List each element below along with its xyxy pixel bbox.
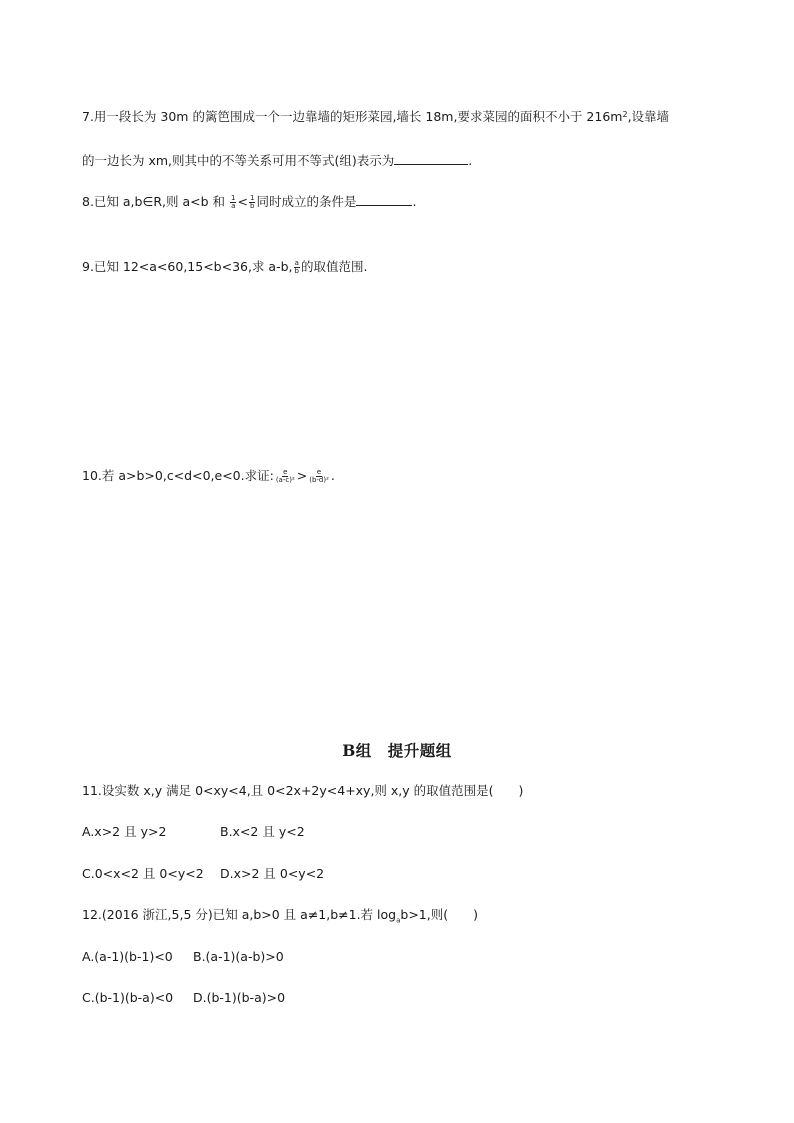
- q7-answer-blank[interactable]: [394, 151, 468, 165]
- q8-answer-blank[interactable]: [356, 192, 412, 206]
- q10-text-pre: 10.若 a>b>0,c<d<0,e<0.求证:: [82, 468, 274, 483]
- question-10: [82, 467, 335, 485]
- q12-log-base: a: [396, 916, 401, 925]
- q8-lt: <: [237, 194, 248, 209]
- q10-gt: >: [296, 468, 308, 483]
- question-7-line-1: [82, 108, 669, 126]
- q8-f2-num: 1: [249, 194, 255, 202]
- question-12-options-row-1: [82, 948, 284, 966]
- q8-fraction-2: [249, 195, 255, 210]
- question-8: [82, 192, 416, 211]
- q9-text-pre: 9.已知 12<a<60,15<b<36,求 a-b,: [82, 259, 293, 274]
- q8-fraction-1: [230, 195, 236, 210]
- q10-f2-num: e: [316, 468, 322, 476]
- question-9: [82, 258, 367, 276]
- q10-f1-num: e: [283, 468, 288, 476]
- q11-option-b[interactable]: B.x<2 且 y<2: [220, 824, 305, 839]
- q8-period: .: [412, 194, 417, 209]
- q7-period: .: [468, 153, 473, 168]
- q10-f1-den: (a-c)²: [275, 476, 295, 484]
- q9-f-den: b: [294, 267, 299, 275]
- q11-option-c[interactable]: C.0<x<2 且 0<y<2: [82, 866, 204, 881]
- q10-fraction-1: [275, 469, 296, 484]
- q9-fraction: [294, 260, 300, 275]
- q8-text-post: 同时成立的条件是: [256, 194, 357, 209]
- q12-text-pre: 12.(2016 浙江,5,5 分)已知 a,b>0 且 a≠1,b≠1.若 log: [82, 907, 397, 922]
- q12-option-b[interactable]: B.(a-1)(a-b)>0: [193, 949, 284, 964]
- q10-fraction-2: [308, 469, 330, 484]
- q9-text-post: 的取值范围.: [300, 259, 368, 274]
- q11-option-a[interactable]: A.x>2 且 y>2: [82, 824, 167, 839]
- q8-f1-num: 1: [231, 194, 236, 202]
- section-title: B组 提升题组: [342, 741, 452, 760]
- q7-text-1-end: ,设靠墙: [627, 109, 670, 124]
- q10-f2-den: (b-d)²: [309, 476, 329, 484]
- question-11-stem: 11.设实数 x,y 满足 0<xy<4,且 0<2x+2y<4+xy,则 x,y 的取值范围是( ): [82, 783, 524, 798]
- question-7-line-2: [82, 151, 472, 170]
- question-11-options-row-1: [82, 823, 305, 841]
- q12-text-post: b>1,则( ): [400, 907, 478, 922]
- q8-f2-den: b: [249, 202, 255, 210]
- q7-superscript: 2: [622, 110, 628, 119]
- question-11-options-row-2: [82, 865, 324, 883]
- q7-text-2: 的一边长为 xm,则其中的不等关系可用不等式(组)表示为: [82, 153, 395, 168]
- q8-text-pre: 8.已知 a,b∈R,则 a<b 和: [82, 194, 226, 209]
- q12-option-d[interactable]: D.(b-1)(b-a)>0: [193, 990, 286, 1005]
- q8-f1-den: a: [231, 202, 236, 210]
- question-12-options-row-2: [82, 989, 285, 1007]
- q9-f-num: a: [294, 259, 299, 267]
- q11-option-d[interactable]: D.x>2 且 0<y<2: [220, 866, 325, 881]
- question-12-stem: [82, 906, 478, 930]
- q12-option-c[interactable]: C.(b-1)(b-a)<0: [82, 990, 174, 1005]
- q12-option-a[interactable]: A.(a-1)(b-1)<0: [82, 949, 173, 964]
- q10-period: .: [330, 468, 335, 483]
- q7-text-1: 7.用一段长为 30m 的篱笆围成一个一边靠墙的矩形菜园,墙长 18m,要求菜园的面积不小于 216m: [82, 109, 623, 124]
